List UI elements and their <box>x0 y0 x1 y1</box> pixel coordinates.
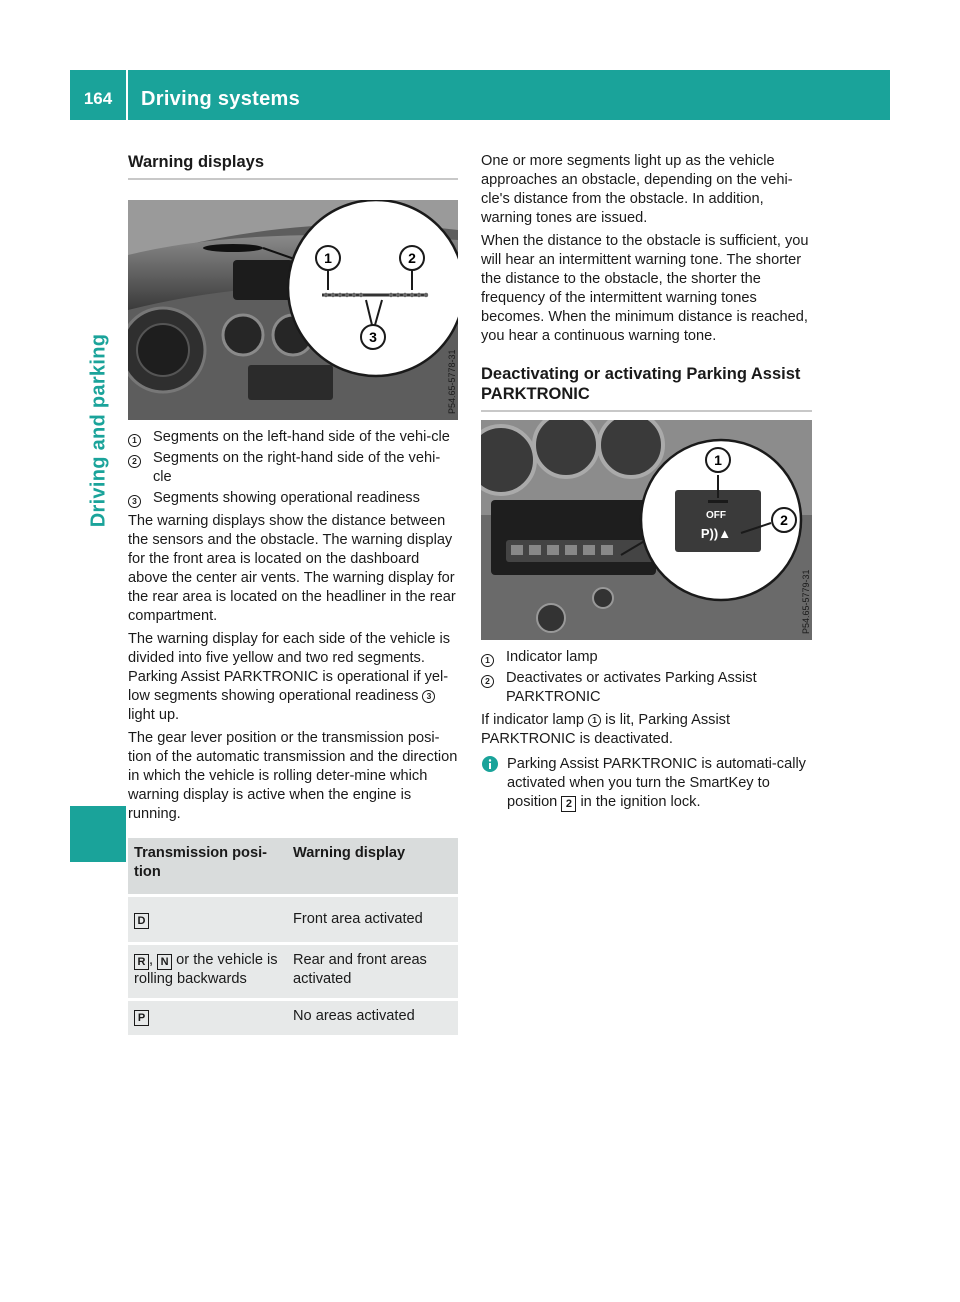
side-tab-marker <box>70 806 126 862</box>
page-number: 164 <box>83 89 113 108</box>
heading-rule <box>481 410 812 412</box>
paragraph: One or more segments light up as the vehicle approaches an obstacle, depending on the vehi-cle's distance from the obstacle. In addition, warning tones are issued. <box>481 153 793 226</box>
paragraph-text: The warning display for each side of the vehicle is divided into five yellow and two red segments. Parking Assist PARKTRONIC is operational if yel-low segments showing operational readiness <box>128 631 451 704</box>
left-column <box>128 152 458 1035</box>
figure-code: P54.65-5779-31 <box>801 569 811 634</box>
header-title: Driving systems <box>141 88 301 110</box>
paragraph-text: light up. <box>128 707 180 723</box>
inline-number: 1 <box>588 714 601 727</box>
info-icon <box>481 756 499 772</box>
transmission-table <box>128 838 458 1035</box>
center-console-figure <box>481 420 812 640</box>
dashboard-figure <box>128 200 458 420</box>
right-column <box>481 152 812 812</box>
side-tab <box>70 120 126 1302</box>
legend-number: 1 <box>481 654 494 667</box>
page-header <box>70 70 890 120</box>
paragraph <box>128 630 458 725</box>
gear-key: R <box>134 954 149 970</box>
legend-number: 1 <box>128 434 141 447</box>
table-cell: R , N or the vehicle is rolling backwards <box>128 944 287 1000</box>
svg-text:2: 2 <box>408 250 416 266</box>
off-label: OFF <box>706 510 726 521</box>
callout-3 <box>361 325 385 349</box>
position-key: 2 <box>561 796 576 812</box>
dashboard-illustration <box>128 200 458 420</box>
section-heading-deactivating: Deactivating or activating Parking Assist PARKTRONIC <box>481 365 801 403</box>
legend-text: Indicator lamp <box>506 649 598 665</box>
inline-number: 3 <box>422 690 435 703</box>
legend-item <box>481 648 812 667</box>
info-note <box>481 755 812 812</box>
legend-list <box>128 428 458 508</box>
callout-1 <box>706 448 730 472</box>
table-cell <box>128 1000 287 1036</box>
callout-2 <box>772 508 796 532</box>
svg-text:1: 1 <box>714 452 722 468</box>
section-heading-warning-displays: Warning displays <box>128 153 264 171</box>
svg-text:3: 3 <box>369 329 377 345</box>
svg-text:1: 1 <box>324 250 332 266</box>
table-row <box>128 896 458 944</box>
legend-number: 2 <box>128 455 141 468</box>
callout-2 <box>400 246 424 270</box>
gear-key: P <box>134 1010 149 1026</box>
header-divider <box>126 70 128 120</box>
gear-key: D <box>134 913 149 929</box>
table-row <box>128 944 458 1000</box>
gear-key: N <box>157 954 172 970</box>
side-tab-label: Driving and parking <box>87 333 110 527</box>
table-cell: No areas activated <box>287 1000 458 1036</box>
paragraph: The gear lever position or the transmission posi-tion of the automatic transmission and the direction in which the vehicle is rolling deter-mine which warning display is active when the engine is running. <box>128 730 458 822</box>
parktronic-symbol: P))▲ <box>700 526 732 541</box>
paragraph-text: is lit, Parking Assist PARKTRONIC is deactivated. <box>481 712 731 747</box>
table-row <box>128 1000 458 1036</box>
legend-text: Segments on the left-hand side of the vehi-cle <box>153 429 450 445</box>
paragraph <box>481 711 812 749</box>
legend-item <box>128 449 458 487</box>
table-cell: Front area activated <box>287 896 458 944</box>
table-header: Transmission posi-tion <box>128 838 287 896</box>
info-text: Parking Assist PARKTRONIC is automati-cally activated when you turn the SmartKey to position 2 in the ignition lock. <box>507 756 806 810</box>
console-illustration <box>481 420 812 640</box>
paragraph: The warning displays show the distance between the sensors and the obstacle. The warning display for the front area is located on the dashboard above the center air vents. The warning display for the rear area is located on the headliner in the rear compartment. <box>128 513 456 624</box>
heading-rule <box>128 178 458 180</box>
legend-item <box>128 428 458 447</box>
legend-number: 3 <box>128 495 141 508</box>
legend-text: Segments showing operational readiness <box>153 490 420 506</box>
legend-list <box>481 648 812 707</box>
legend-item <box>481 669 812 707</box>
table-header: Warning display <box>287 838 458 896</box>
legend-text: Segments on the right-hand side of the vehi-cle <box>153 450 441 485</box>
figure-code: P54.65-5778-31 <box>447 349 457 414</box>
paragraph: When the distance to the obstacle is sufficient, you will hear an intermittent warning tone. The shorter the distance to the obstacle, the shorter the frequency of the intermittent warning tones becomes. When the minimum distance is reached, you hear a continuous warning tone. <box>481 233 809 344</box>
legend-item <box>128 489 458 508</box>
side-tab-label-wrap <box>84 300 114 560</box>
legend-number: 2 <box>481 675 494 688</box>
legend-text: Deactivates or activates Parking Assist PARKTRONIC <box>506 670 757 705</box>
table-cell <box>128 896 287 944</box>
paragraph-text: If indicator lamp <box>481 712 585 728</box>
svg-text:2: 2 <box>780 512 788 528</box>
table-cell: Rear and front areas activated <box>287 944 458 1000</box>
callout-1 <box>316 246 340 270</box>
